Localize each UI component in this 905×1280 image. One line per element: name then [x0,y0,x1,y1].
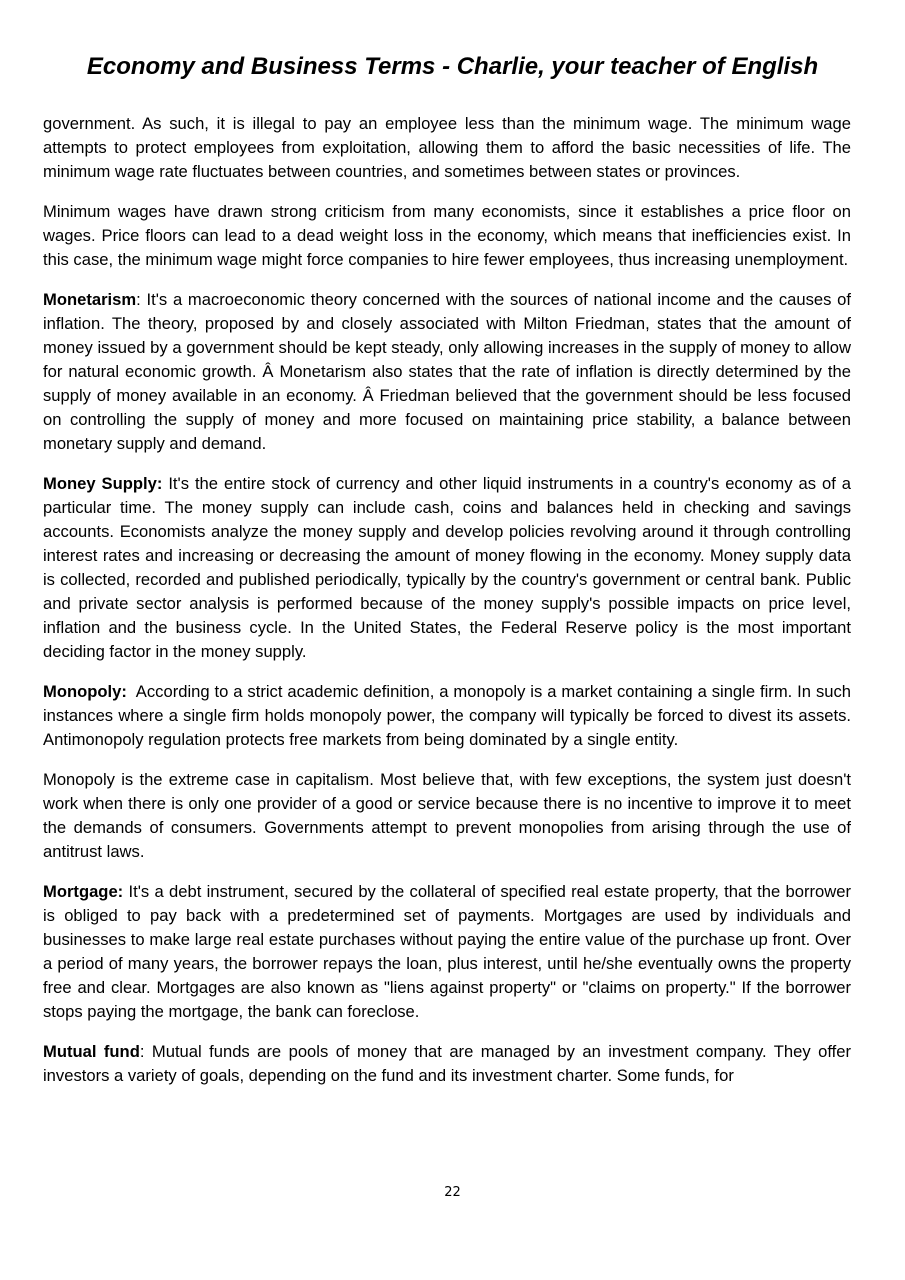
term-mortgage: Mortgage: [43,882,124,901]
term-monetarism: Monetarism [43,290,137,309]
paragraph-monopoly-capitalism [43,768,851,864]
term-mutual-fund: Mutual fund [43,1042,140,1061]
paragraph-monetarism [43,288,851,456]
paragraph-text: Minimum wages have drawn strong criticism from many economists, since it establishes a price floor on wages. Price floors can lead to a dead weight loss in the economy, which means that inefficiencies exist. In this case, the minimum wage might force companies to hire fewer employees, thus increasing unemployment. [43,202,851,269]
paragraph-text: government. As such, it is illegal to pay an employee less than the minimum wage. The minimum wage attempts to protect employees from exploitation, allowing them to afford the basic necessities of life. The minimum wage rate fluctuates between countries, and sometimes between states or provinces. [43,114,851,181]
paragraph-text: : Mutual funds are pools of money that are managed by an investment company. They offer investors a variety of goals, depending on the fund and its investment charter. Some funds, for [43,1042,851,1085]
term-money-supply: Money Supply: [43,474,163,493]
paragraph-minimum-wage-continued [43,112,851,184]
paragraph-text: Monopoly is the extreme case in capitalism. Most believe that, with few exceptions, the system just doesn't work when there is only one provider of a good or service because there is no incentive to improve it to meet the demands of consumers. Governments attempt to prevent monopolies from arising through the use of antitrust laws. [43,770,851,861]
paragraph-minimum-wage-criticism [43,200,851,272]
paragraph-monopoly [43,680,856,752]
paragraph-text: It's a debt instrument, secured by the collateral of specified real estate property, that the borrower is obliged to pay back with a predetermined set of payments. Mortgages are used by individuals and businesses to make large real estate purchases without paying the entire value of the purchase up front. Over a period of many years, the borrower repays the loan, plus interest, until he/she eventually owns the property free and clear. Mortgages are also known as "liens against property" or "claims on property." If the borrower stops paying the mortgage, the bank can foreclose. [43,882,851,1021]
document-body [43,112,856,1104]
page-number: 22 [444,1185,461,1200]
page-title: Economy and Business Terms - Charlie, your teacher of English [86,53,819,80]
paragraph-money-supply [43,472,851,664]
paragraph-mutual-fund [43,1040,851,1088]
paragraph-text: According to a strict academic definition, a monopoly is a market containing a single firm. In such instances where a single firm holds monopoly power, the company will typically be forced to divest its assets. Antimonopoly regulation protects free markets from being dominated by a single entity. [43,682,856,749]
paragraph-text: It's the entire stock of currency and other liquid instruments in a country's economy as of a particular time. The money supply can include cash, coins and balances held in checking and savings accounts. Economists analyze the money supply and develop policies revolving around it through controlling interest rates and increasing or decreasing the amount of money flowing in the economy. Money supply data is collected, recorded and published periodically, typically by the country's government or central bank. Public and private sector analysis is performed because of the money supply's possible impacts on price level, inflation and the business cycle. In the United States, the Federal Reserve policy is the most important deciding factor in the money supply. [43,474,851,661]
paragraph-mortgage [43,880,851,1024]
paragraph-text: : It's a macroeconomic theory concerned with the sources of national income and the causes of inflation. The theory, proposed by and closely associated with Milton Friedman, states that the amount of money issued by a government should be kept steady, only allowing increases in the supply of money to allow for natural economic growth. Â Monetarism also states that the rate of inflation is directly determined by the supply of money available in an economy. Â Friedman believed that the government should be less focused on controlling the supply of money and more focused on maintaining price stability, a balance between monetary supply and demand. [43,290,851,453]
term-monopoly: Monopoly: [43,682,127,701]
